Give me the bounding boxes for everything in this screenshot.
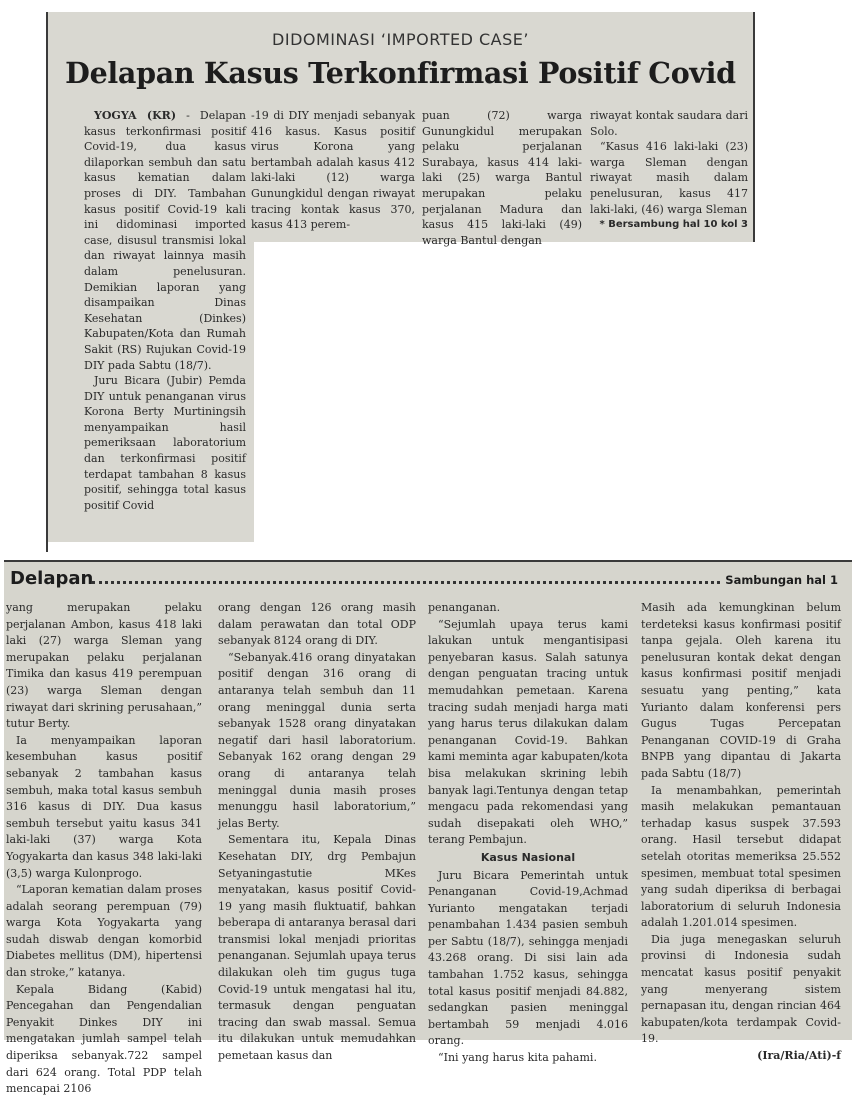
article-column-2 xyxy=(251,108,415,233)
continuation-column-1 xyxy=(6,600,202,1098)
continuation-column-3 xyxy=(428,600,628,1067)
paragraph: penanganan. xyxy=(428,601,501,614)
paragraph: Kepala Bidang (Kabid) Pencegahan dan Pengendalian Penyakit Dinkes DIY ini mengatakan jumlah sampel telah diperiksa sebanyak.722 sampel dari 624 orang. Total PDP telah mencapai 2106 xyxy=(6,982,202,1096)
article-column-1 xyxy=(84,108,246,513)
paragraph: puan (72) warga Gunungkidul merupakan pelaku perjalanan Surabaya, kasus 414 laki-laki (25) warga Bantul merupakan pelaku perjalanan Madura dan kasus 415 laki-laki (49) warga Bantul dengan xyxy=(422,109,582,247)
dateline: YOGYA (KR) xyxy=(94,109,177,122)
continuation-column-2 xyxy=(218,600,416,1065)
paragraph: “Sejumlah upaya terus kami lakukan untuk mengantisipasi penyebaran kasus. Salah satunya dengan penguatan tracing untuk memudahkan pemetaan. Karena tracing sudah menjadi harga mati yang harus terus dilakukan dalam penanganan Covid-19. Bahkan kami meminta agar kabupaten/kota bisa melakukan skrining lebih banyak lagi.Tentunya dengan tetap mengacu pada rekomendasi yang sudah disepakati oleh WHO,” terang Pembajun. xyxy=(428,617,628,847)
paragraph: Ia menyampaikan laporan kesembuhan kasus positif sebanyak 2 tambahan kasus sembuh, maka total kasus sembuh 316 kasus di DIY. Dua kasus sembuh tersebut yaitu kasus 341 laki-laki (37) warga Kota Yogyakarta dan kasus 348 laki-laki (3,5) warga Kulonprogo. xyxy=(6,733,202,880)
paragraph: “Sebanyak.416 orang dinyatakan positif dengan 316 orang di antaranya telah sembuh dan 11 orang meninggal dunia serta sebanyak 1528 orang dinyatakan negatif dari hasil laboratorium. Sebanyak 162 orang dengan 29 orang di antaranya telah meninggal dunia masih proses menunggu hasil laboratorium,” jelas Berty. xyxy=(218,650,416,830)
continued-note: * Bersambung hal 10 kol 3 xyxy=(599,219,748,231)
continuation-title: Delapan xyxy=(10,568,94,589)
clipping-edge xyxy=(4,560,852,562)
article-column-4 xyxy=(590,108,748,233)
paragraph: Ia menambahkan, pemerintah masih melakukan pemantauan terhadap kasus suspek 37.593 orang. Hasil tersebut didapat setelah otoritas memeriksa 25.552 spesimen, membuat total spesimen yang sudah diperiksa di berbagai laboratorium di seluruh Indonesia adalah 1.201.014 spesimen. xyxy=(641,783,841,930)
paragraph: “Ini yang harus kita pahami. xyxy=(438,1051,597,1065)
dotted-leader xyxy=(92,572,720,584)
paragraph: - Delapan kasus terkonfirmasi positif Covid-19, dua kasus dilaporkan sembuh dan satu kasus kematian dalam proses di DIY. Tambahan kasus positif Covid-19 kali ini didominasi imported case, disusul transmisi lokal dan riwayat lainnya masih dalam penelusuran. Demikian laporan yang disampaikan Dinas Kesehatan (Dinkes) Kabupaten/Kota dan Rumah Sakit (RS) Rujukan Covid-19 DIY pada Sabtu (18/7). xyxy=(84,109,246,372)
continuation-column-4 xyxy=(641,600,841,1065)
article-headline: Delapan Kasus Terkonfirmasi Positif Covid xyxy=(65,56,736,90)
paragraph: -19 di DIY menjadi sebanyak 416 kasus. Kasus positif virus Korona yang bertambah adalah kasus 412 laki-laki (12) warga Gunungkidul dengan riwayat tracing kontak kasus 370, kasus 413 perem- xyxy=(251,109,415,232)
author-signature: (Ira/Ria/Ati)-f xyxy=(757,1049,841,1063)
article-clipping xyxy=(46,12,755,552)
paragraph: “Laporan kematian dalam proses adalah seorang perempuan (79) warga Kota Yogyakarta yang sudah diswab dengan komorbid Diabetes mellitus (DM), hipertensi dan stroke,” katanya. xyxy=(6,883,202,980)
article-kicker: DIDOMINASI ‘IMPORTED CASE’ xyxy=(272,30,529,49)
paragraph: Sementara itu, Kepala Dinas Kesehatan DIY, drg Pembajun Setyaningastutie MKes menyatakan, kasus positif Covid-19 yang masih fluktuatif, bahkan beberapa di antaranya berasal dari transmisi lokal menjadi prioritas penanganan. Sejumlah upaya terus dilakukan oleh tim gugus tuga Covid-19 untuk mengatasi hal itu, termasuk dengan penguatan tracing dan swab massal. Semua itu dilakukan untuk memudahkan pemetaan kasus dan xyxy=(218,833,416,1063)
paragraph: Masih ada kemungkinan belum terdeteksi kasus konfirmasi positif tanpa gejala. Oleh karena itu penelusuran kontak dekat dengan kasus konfirmasi positif menjadi sesuatu yang penting,” kata Yurianto dalam konferensi pers Gugus Tugas Percepatan Penanganan COVID-19 di Graha BNPB yang dipantau di Jakarta pada Sabtu (18/7) xyxy=(641,601,841,780)
continuation-page-ref: Sambungan hal 1 xyxy=(725,573,838,587)
subheading: Kasus Nasional xyxy=(480,850,576,864)
paragraph: Juru Bicara Pemerintah untuk Penanganan Covid-19,Achmad Yurianto mengatakan terjadi penambahan 1.434 pasien sembuh per Sabtu (18/7), sehingga menjadi 43.268 orang. Di sisi lain ada tambahan 1.752 kasus, sehingga total kasus positif menjadi 84.882, sedangkan pasien meninggal bertambah 59 menjadi 4.016 orang. xyxy=(428,868,628,1048)
article-column-3 xyxy=(422,108,582,248)
paragraph: Dia juga menegaskan seluruh provinsi di Indonesia sudah mencatat kasus positif penyakit yang menyerang sistem pernapasan itu, dengan rincian 464 kabupaten/kota terdampak Covid-19. xyxy=(641,932,841,1046)
paragraph: Juru Bicara (Jubir) Pemda DIY untuk penanganan virus Korona Berty Murtiningsih menyampaikan hasil pemeriksaan laboratorium dan terkonfirmasi positif terdapat tambahan 8 kasus positif, sehingga total kasus positif Covid xyxy=(84,374,246,512)
paragraph: yang merupakan pelaku perjalanan Ambon, kasus 418 laki laki (27) warga Sleman yang merupakan pelaku perjalanan Timika dan kasus 419 perempuan (23) warga Sleman dengan riwayat dari skrining perusahaan,” tutur Berty. xyxy=(6,601,202,731)
continuation-clipping xyxy=(4,560,852,1096)
paragraph: riwayat kontak saudara dari Solo. xyxy=(590,109,748,138)
paragraph: “Kasus 416 laki-laki (23) warga Sleman dengan riwayat masih dalam penelusuran, kasus 417 laki-laki, (46) warga Sleman xyxy=(590,140,748,216)
clipping-edge xyxy=(46,12,48,552)
paragraph: orang dengan 126 orang masih dalam perawatan dan total ODP sebanyak 8124 orang di DIY. xyxy=(218,601,416,648)
